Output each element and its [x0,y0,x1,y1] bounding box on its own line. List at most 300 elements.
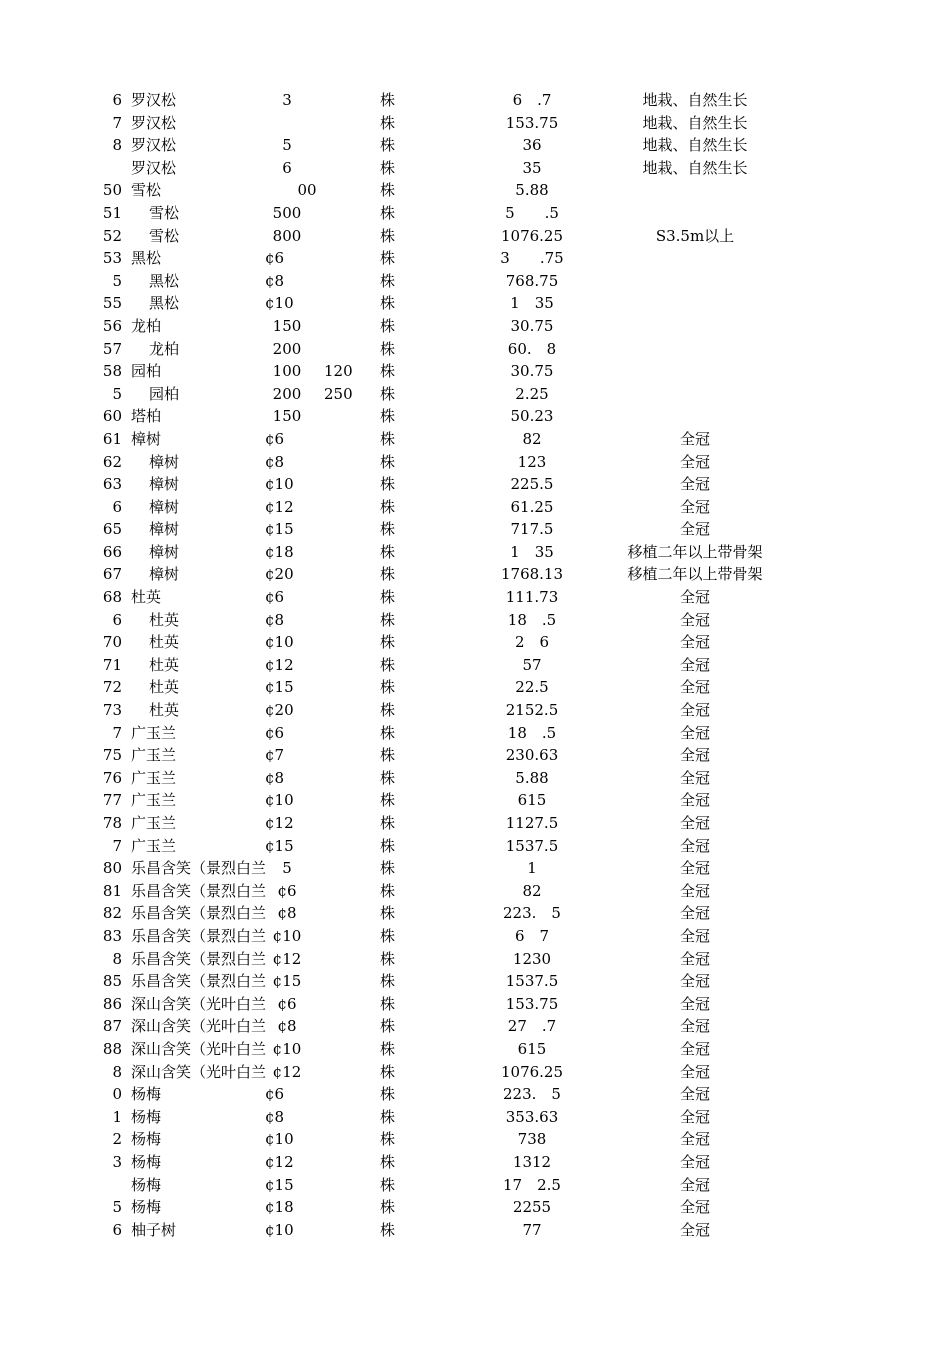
remark-text: 全冠 [679,1220,710,1239]
unit-label: 株 [380,429,396,448]
spec-value: ¢20 [265,701,294,720]
remark-text: 全冠 [679,1085,710,1104]
unit-label: 株 [380,497,396,516]
price-value: 230.63 [505,746,559,765]
spec-value: ¢15 [265,1175,294,1194]
price-value: 77 [522,1220,542,1239]
unit-label: 株 [380,271,396,290]
table-row [0,225,950,248]
plant-name: 杜英 [149,655,180,674]
price-value: 18 .5 [507,610,557,629]
table-row [0,835,950,858]
unit-label: 株 [380,452,396,471]
spec-value: 100 [272,362,302,381]
price-value: 717.5 [510,520,554,539]
table-row [0,812,950,835]
spec-value: 200 [272,384,302,403]
row-number: 8 [112,949,122,968]
remark-text: 全冠 [679,859,710,878]
remark-text: 全冠 [679,1130,710,1149]
unit-label: 株 [380,655,396,674]
table-row [0,1196,950,1219]
spec-value: ¢18 [265,542,294,561]
spec-value: 3 [282,91,292,109]
remark-text: 全冠 [679,1152,710,1171]
row-number: 82 [102,904,122,923]
remark-text: 全冠 [679,1039,710,1058]
plant-name: 杨梅 [131,1107,162,1126]
table-row [0,1106,950,1129]
plant-name: 杜英 [131,588,162,607]
plant-name: 罗汉松 [131,113,177,132]
spec-value: 6 [282,158,292,177]
price-value: 225.5 [510,475,554,494]
table-row [0,473,950,496]
unit-label: 株 [380,994,396,1013]
plant-name: 杨梅 [131,1152,162,1171]
spec-value: ¢15 [265,520,294,539]
remark-text: 全冠 [679,1107,710,1126]
row-number: 53 [102,249,122,268]
price-value: 61.25 [510,497,554,516]
remark-text: 全冠 [679,949,710,968]
spec-value: ¢15 [265,678,294,697]
table-row [0,405,950,428]
remark-text: 全冠 [679,429,710,448]
unit-label: 株 [380,791,396,810]
table-row [0,722,950,745]
plant-name: 黑松 [149,271,180,290]
plant-name: 园柏 [131,362,162,381]
row-number: 52 [102,226,122,245]
spec-value: ¢8 [265,1107,285,1126]
spec-value: ¢10 [272,1039,302,1058]
price-value: 50.23 [510,407,554,426]
price-value: 1230 [512,949,552,968]
unit-label: 株 [380,339,396,358]
unit-label: 株 [380,972,396,991]
plant-name: 杜英 [149,610,180,629]
unit-label: 株 [380,565,396,584]
price-value: 1 35 [510,294,554,313]
remark-text: 全冠 [679,633,710,652]
spec-value: 150 [272,316,302,335]
unit-label: 株 [380,542,396,561]
row-number: 61 [102,429,122,448]
spec-value: ¢10 [265,294,294,313]
table-row [0,338,950,361]
remark-text: 全冠 [679,497,710,516]
unit-label: 株 [380,701,396,720]
row-number: 83 [102,926,122,945]
unit-label: 株 [380,475,396,494]
price-value: 768.75 [505,271,559,290]
remark-text: 全冠 [679,723,710,742]
remark-text: 全冠 [679,475,710,494]
table-row [0,925,950,948]
price-value: 5 .5 [505,203,559,222]
unit-label: 株 [380,520,396,539]
spec-value: ¢12 [265,814,294,832]
spec-value: ¢8 [265,768,285,787]
price-value: 82 [522,429,542,448]
remark-text: 全冠 [679,791,710,810]
remark-text: 全冠 [679,701,710,720]
plant-name: 龙柏 [131,316,162,335]
unit-label: 株 [380,859,396,878]
plant-name: 罗汉松 [131,91,177,109]
row-number: 7 [112,723,122,742]
price-value: 1537.5 [505,972,559,991]
table-row [0,270,950,293]
spec-value: ¢6 [277,881,297,900]
plant-name: 乐昌含笑（景烈白兰 [131,881,267,900]
table-row [0,428,950,451]
row-number: 70 [102,633,122,652]
unit-label: 株 [380,181,396,200]
price-value: 1312 [512,1152,552,1171]
spec-value: ¢12 [272,949,302,968]
price-value: 738 [517,1130,547,1149]
row-number: 72 [102,678,122,697]
price-value: 153.75 [505,113,559,132]
spec-value: ¢12 [265,497,294,516]
remark-text: 全冠 [679,881,710,900]
plant-name: 深山含笑（光叶白兰 [131,1017,267,1036]
plant-name: 乐昌含笑（景烈白兰 [131,949,267,968]
price-value: 2 6 [514,633,550,652]
unit-label: 株 [380,746,396,765]
price-value: 615 [517,1039,547,1058]
plant-name: 黑松 [131,249,162,268]
table-row [0,1083,950,1106]
plant-name: 杨梅 [131,1085,162,1104]
unit-label: 株 [380,723,396,742]
plant-name: 樟树 [149,452,180,471]
unit-label: 株 [380,633,396,652]
remark-text: 全冠 [679,904,710,923]
plant-name: 深山含笑（光叶白兰 [131,1062,267,1081]
row-number: 58 [102,362,122,381]
plant-name: 园柏 [149,384,180,403]
unit-label: 株 [380,294,396,313]
spec-value: ¢6 [265,249,285,268]
remark-text: 全冠 [679,746,710,765]
price-value: 111.73 [505,588,559,607]
price-value: 17 2.5 [503,1175,561,1194]
spec-value: ¢12 [265,1152,294,1171]
row-number: 86 [102,994,122,1013]
row-number: 0 [112,1085,122,1104]
price-value: 2152.5 [505,701,559,720]
unit-label: 株 [380,678,396,697]
row-number: 5 [112,271,122,290]
price-value: 5.88 [515,768,549,787]
price-value: 22.5 [515,678,549,697]
price-value: 1076.25 [500,226,564,245]
row-number: 81 [102,881,122,900]
spec-value: 500 [272,203,302,222]
plant-name: 罗汉松 [131,136,177,155]
remark-text: 全冠 [679,1175,710,1194]
plant-name: 深山含笑（光叶白兰 [131,994,267,1013]
table-row [0,744,950,767]
row-number: 7 [112,836,122,855]
table-row [0,179,950,202]
row-number: 6 [112,497,122,516]
price-value: 2255 [512,1198,552,1217]
table-row [0,1151,950,1174]
price-value: 6 7 [514,926,550,945]
table-row [0,202,950,225]
remark-text: 地栽、自然生长 [642,136,748,155]
plant-name: 杨梅 [131,1198,162,1217]
remark-text: 全冠 [679,1198,710,1217]
table-row [0,1174,950,1197]
table-row [0,496,950,519]
row-number: 78 [102,814,122,832]
row-number: 68 [102,588,122,607]
spec-value: ¢10 [272,926,302,945]
spec-value: ¢6 [265,1085,285,1104]
row-number: 71 [102,655,122,674]
price-value: 1537.5 [505,836,559,855]
row-number: 77 [102,791,122,810]
row-number: 6 [112,91,122,109]
unit-label: 株 [380,1175,396,1194]
unit-label: 株 [380,1130,396,1149]
remark-text: 全冠 [679,814,710,832]
row-number: 73 [102,701,122,720]
row-number: 85 [102,972,122,991]
row-number: 5 [112,1198,122,1217]
table-row [0,789,950,812]
spec-value: ¢18 [265,1198,294,1217]
row-number: 88 [102,1039,122,1058]
price-value: 615 [517,791,547,810]
table-row [0,292,950,315]
table-row [0,247,950,270]
price-value: 1768.13 [500,565,564,584]
spec-value: ¢8 [265,610,285,629]
unit-label: 株 [380,91,396,109]
spec-value: ¢10 [265,1220,294,1239]
spec-value: ¢8 [265,452,285,471]
spec-value: ¢10 [265,475,294,494]
row-number: 50 [102,181,122,200]
table-row [0,902,950,925]
plant-name: 樟树 [149,520,180,539]
unit-label: 株 [380,226,396,245]
plant-name: 广玉兰 [131,746,177,765]
unit-label: 株 [380,1039,396,1058]
remark-text: S3.5m以上 [655,226,735,245]
unit-label: 株 [380,949,396,968]
plant-name: 樟树 [131,429,162,448]
remark-text: 地栽、自然生长 [642,91,748,109]
row-number: 66 [102,542,122,561]
plant-name: 广玉兰 [131,836,177,855]
unit-label: 株 [380,1220,396,1239]
table-row [0,1038,950,1061]
unit-label: 株 [380,136,396,155]
spec-value: ¢10 [265,791,294,810]
table-row [0,563,950,586]
price-value: 1 [527,859,537,878]
plant-name: 樟树 [149,497,180,516]
price-value: 30.75 [510,316,554,335]
plant-name: 樟树 [149,475,180,494]
price-value: 18 .5 [507,723,557,742]
unit-label: 株 [380,881,396,900]
remark-text: 全冠 [679,678,710,697]
table-row [0,699,950,722]
unit-label: 株 [380,249,396,268]
remark-text: 全冠 [679,926,710,945]
spec-value-secondary: 250 [324,384,353,403]
table-row [0,609,950,632]
plant-name: 黑松 [149,294,180,313]
price-value: 30.75 [510,362,554,381]
plant-name: 杨梅 [131,1130,162,1149]
price-value: 60. 8 [507,339,557,358]
unit-label: 株 [380,362,396,381]
spec-value: ¢8 [265,271,285,290]
unit-label: 株 [380,904,396,923]
remark-text: 全冠 [679,836,710,855]
spec-value: ¢6 [265,429,285,448]
spec-value: 5 [282,136,292,155]
table-row [0,541,950,564]
row-number: 2 [112,1130,122,1149]
plant-name: 塔柏 [131,407,162,426]
price-value: 1127.5 [505,814,559,832]
table-row [0,586,950,609]
price-value: 223. 5 [503,1085,561,1104]
spec-value: ¢20 [265,565,294,584]
row-number: 57 [102,339,122,358]
remark-text: 全冠 [679,655,710,674]
price-value: 153.75 [505,994,559,1013]
table-row [0,654,950,677]
spec-value: ¢8 [277,1017,297,1036]
spec-value: 150 [272,407,302,426]
plant-name: 乐昌含笑（景烈白兰 [131,926,267,945]
plant-name: 罗汉松 [131,158,177,177]
unit-label: 株 [380,836,396,855]
plant-name: 杨梅 [131,1175,162,1194]
spec-value: ¢12 [265,655,294,674]
spec-value: ¢7 [265,746,285,765]
unit-label: 株 [380,316,396,335]
row-number: 75 [102,746,122,765]
price-value: 6 .7 [512,91,552,109]
remark-text: 全冠 [679,994,710,1013]
price-value: 353.63 [505,1107,559,1126]
row-number: 80 [102,859,122,878]
unit-label: 株 [380,1198,396,1217]
plant-name: 柚子树 [131,1220,177,1239]
spec-value: ¢6 [265,723,285,742]
remark-text: 全冠 [679,520,710,539]
row-number: 62 [102,452,122,471]
table-row [0,315,950,338]
unit-label: 株 [380,588,396,607]
unit-label: 株 [380,1062,396,1081]
table-row [0,993,950,1016]
plant-name: 杜英 [149,633,180,652]
table-row [0,857,950,880]
price-value: 223. 5 [503,904,561,923]
spec-value: ¢8 [277,904,297,923]
plant-name: 乐昌含笑（景烈白兰 [131,904,267,923]
unit-label: 株 [380,768,396,787]
unit-label: 株 [380,926,396,945]
plant-name: 杜英 [149,701,180,720]
unit-label: 株 [380,610,396,629]
spec-value: 800 [272,226,302,245]
price-value: 82 [522,881,542,900]
table-row [0,676,950,699]
table-row [0,134,950,157]
table-row [0,89,950,112]
row-number: 5 [112,384,122,403]
unit-label: 株 [380,203,396,222]
spec-value-secondary: 120 [324,362,353,381]
unit-label: 株 [380,1152,396,1171]
unit-label: 株 [380,814,396,832]
plant-name: 深山含笑（光叶白兰 [131,1039,267,1058]
table-row [0,1128,950,1151]
unit-label: 株 [380,384,396,403]
remark-text: 全冠 [679,610,710,629]
row-number: 67 [102,565,122,584]
price-value: 27 .7 [507,1017,557,1036]
remark-text: 移植二年以上带骨架 [627,542,763,561]
table-row [0,383,950,406]
row-number: 65 [102,520,122,539]
table-row [0,451,950,474]
spec-value: ¢10 [265,1130,294,1149]
unit-label: 株 [380,1085,396,1104]
plant-name: 乐昌含笑（景烈白兰 [131,972,267,991]
table-row [0,631,950,654]
price-value: 57 [522,655,542,674]
row-number: 6 [112,610,122,629]
price-sheet [0,89,950,1241]
row-number: 3 [112,1152,122,1171]
plant-name: 广玉兰 [131,814,177,832]
row-number: 7 [112,113,122,132]
plant-name: 龙柏 [149,339,180,358]
spec-value: 00 [297,181,317,200]
row-number: 8 [112,1062,122,1081]
unit-label: 株 [380,1107,396,1126]
remark-text: 全冠 [679,1062,710,1081]
row-number: 55 [102,294,122,313]
plant-name: 雪松 [131,181,162,200]
remark-text: 全冠 [679,588,710,607]
table-row [0,360,950,383]
plant-name: 广玉兰 [131,791,177,810]
plant-name: 广玉兰 [131,768,177,787]
spec-value: ¢6 [265,588,285,607]
spec-value: ¢15 [265,836,294,855]
remark-text: 地栽、自然生长 [642,158,748,177]
remark-text: 全冠 [679,1017,710,1036]
unit-label: 株 [380,407,396,426]
spec-value: ¢10 [265,633,294,652]
